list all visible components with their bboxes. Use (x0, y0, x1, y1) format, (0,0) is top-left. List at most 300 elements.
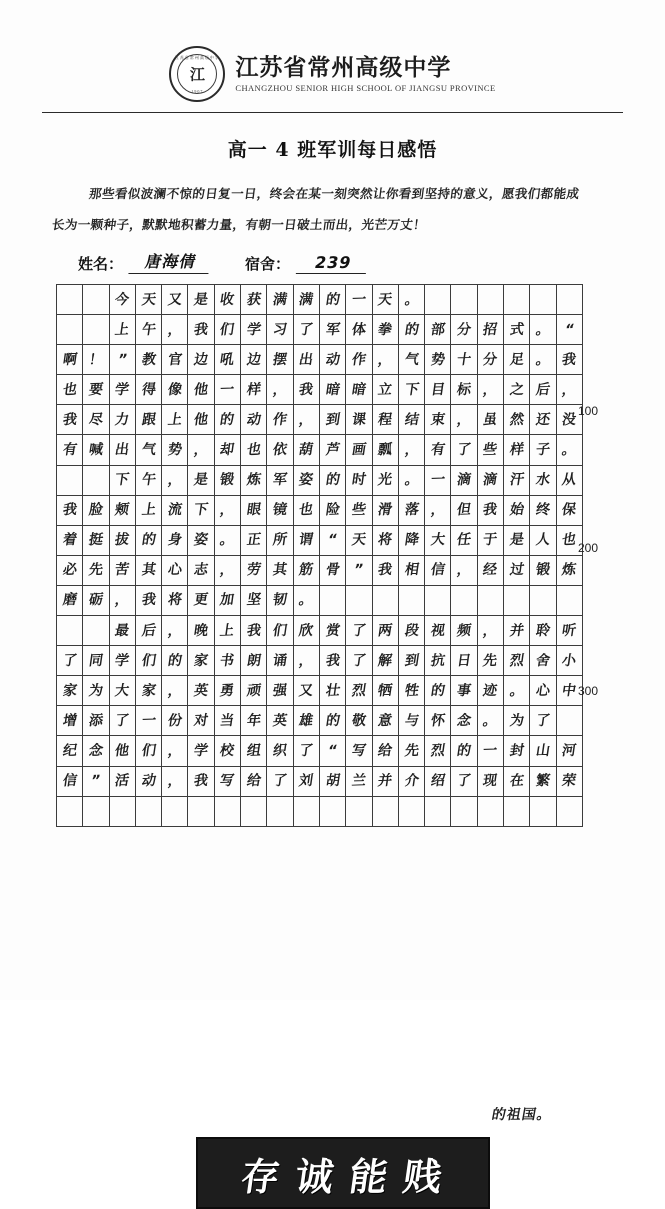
grid-cell[interactable] (556, 435, 582, 465)
grid-cell[interactable] (530, 766, 556, 796)
grid-cell[interactable] (83, 616, 109, 646)
grid-cell[interactable] (477, 465, 503, 495)
grid-cell[interactable] (57, 375, 83, 405)
grid-cell[interactable] (109, 345, 135, 375)
grid-cell[interactable] (214, 495, 240, 525)
grid-cell[interactable] (214, 405, 240, 435)
grid-cell[interactable] (346, 616, 372, 646)
grid-cell[interactable] (83, 315, 109, 345)
grid-cell[interactable] (83, 435, 109, 465)
grid-cell[interactable] (504, 375, 530, 405)
grid-cell[interactable] (451, 585, 477, 615)
grid-cell[interactable] (267, 495, 293, 525)
grid-cell[interactable] (109, 646, 135, 676)
grid-cell[interactable] (477, 495, 503, 525)
grid-cell[interactable] (477, 375, 503, 405)
grid-cell[interactable] (346, 525, 372, 555)
grid-cell[interactable] (319, 796, 345, 826)
grid-cell[interactable] (267, 706, 293, 736)
grid-cell[interactable] (267, 345, 293, 375)
grid-cell[interactable] (162, 585, 188, 615)
grid-cell[interactable] (83, 676, 109, 706)
grid-cell[interactable] (398, 676, 424, 706)
grid-cell[interactable] (83, 766, 109, 796)
grid-cell[interactable] (109, 616, 135, 646)
grid-cell[interactable] (425, 766, 451, 796)
grid-cell[interactable] (346, 405, 372, 435)
grid-cell[interactable] (83, 285, 109, 315)
grid-cell[interactable] (83, 646, 109, 676)
grid-cell[interactable] (109, 766, 135, 796)
grid-cell[interactable] (556, 706, 582, 736)
grid-cell[interactable] (398, 585, 424, 615)
grid-cell[interactable] (135, 646, 161, 676)
grid-cell[interactable] (109, 435, 135, 465)
grid-cell[interactable] (530, 285, 556, 315)
grid-cell[interactable] (162, 495, 188, 525)
grid-cell[interactable] (188, 766, 214, 796)
grid-cell[interactable] (109, 676, 135, 706)
grid-cell[interactable] (267, 315, 293, 345)
grid-cell[interactable] (267, 676, 293, 706)
grid-cell[interactable] (319, 766, 345, 796)
grid-cell[interactable] (319, 315, 345, 345)
grid-cell[interactable] (267, 555, 293, 585)
grid-cell[interactable] (57, 796, 83, 826)
grid-cell[interactable] (293, 285, 319, 315)
grid-cell[interactable] (214, 736, 240, 766)
grid-cell[interactable] (162, 465, 188, 495)
grid-cell[interactable] (504, 315, 530, 345)
grid-cell[interactable] (267, 525, 293, 555)
grid-cell[interactable] (109, 315, 135, 345)
grid-cell[interactable] (293, 465, 319, 495)
grid-cell[interactable] (214, 766, 240, 796)
grid-cell[interactable] (293, 435, 319, 465)
grid-cell[interactable] (293, 315, 319, 345)
grid-cell[interactable] (425, 405, 451, 435)
grid-cell[interactable] (83, 405, 109, 435)
grid-cell[interactable] (504, 495, 530, 525)
grid-cell[interactable] (109, 796, 135, 826)
grid-cell[interactable] (188, 676, 214, 706)
grid-cell[interactable] (504, 285, 530, 315)
grid-cell[interactable] (135, 736, 161, 766)
grid-cell[interactable] (556, 315, 582, 345)
grid-cell[interactable] (214, 706, 240, 736)
grid-cell[interactable] (477, 646, 503, 676)
grid-cell[interactable] (319, 555, 345, 585)
grid-cell[interactable] (241, 285, 267, 315)
grid-cell[interactable] (83, 736, 109, 766)
grid-cell[interactable] (135, 435, 161, 465)
grid-cell[interactable] (425, 616, 451, 646)
grid-cell[interactable] (346, 375, 372, 405)
grid-cell[interactable] (398, 766, 424, 796)
grid-cell[interactable] (556, 796, 582, 826)
grid-cell[interactable] (346, 285, 372, 315)
grid-cell[interactable] (214, 646, 240, 676)
grid-cell[interactable] (162, 435, 188, 465)
grid-cell[interactable] (135, 375, 161, 405)
grid-cell[interactable] (135, 706, 161, 736)
grid-cell[interactable] (477, 405, 503, 435)
grid-cell[interactable] (425, 585, 451, 615)
grid-cell[interactable] (530, 495, 556, 525)
grid-cell[interactable] (372, 315, 398, 345)
grid-cell[interactable] (530, 315, 556, 345)
grid-cell[interactable] (504, 646, 530, 676)
grid-cell[interactable] (188, 525, 214, 555)
grid-cell[interactable] (556, 465, 582, 495)
grid-cell[interactable] (267, 285, 293, 315)
grid-cell[interactable] (477, 676, 503, 706)
grid-cell[interactable] (556, 585, 582, 615)
grid-cell[interactable] (346, 555, 372, 585)
grid-cell[interactable] (109, 375, 135, 405)
grid-cell[interactable] (556, 616, 582, 646)
grid-cell[interactable] (109, 465, 135, 495)
grid-cell[interactable] (346, 706, 372, 736)
grid-cell[interactable] (319, 646, 345, 676)
grid-cell[interactable] (57, 465, 83, 495)
grid-cell[interactable] (188, 405, 214, 435)
grid-cell[interactable] (398, 616, 424, 646)
grid-cell[interactable] (188, 315, 214, 345)
grid-cell[interactable] (346, 585, 372, 615)
grid-cell[interactable] (214, 616, 240, 646)
grid-cell[interactable] (188, 375, 214, 405)
grid-cell[interactable] (504, 345, 530, 375)
grid-cell[interactable] (398, 646, 424, 676)
grid-cell[interactable] (425, 375, 451, 405)
grid-cell[interactable] (188, 736, 214, 766)
grid-cell[interactable] (477, 285, 503, 315)
grid-cell[interactable] (57, 585, 83, 615)
grid-cell[interactable] (372, 525, 398, 555)
grid-cell[interactable] (293, 345, 319, 375)
grid-cell[interactable] (241, 405, 267, 435)
grid-cell[interactable] (162, 646, 188, 676)
grid-cell[interactable] (214, 796, 240, 826)
grid-cell[interactable] (477, 435, 503, 465)
grid-cell[interactable] (162, 736, 188, 766)
grid-cell[interactable] (214, 375, 240, 405)
grid-cell[interactable] (241, 345, 267, 375)
grid-cell[interactable] (504, 405, 530, 435)
grid-cell[interactable] (241, 706, 267, 736)
grid-cell[interactable] (425, 495, 451, 525)
grid-cell[interactable] (398, 375, 424, 405)
grid-cell[interactable] (83, 525, 109, 555)
grid-cell[interactable] (346, 465, 372, 495)
grid-cell[interactable] (109, 585, 135, 615)
grid-cell[interactable] (556, 495, 582, 525)
grid-cell[interactable] (556, 766, 582, 796)
grid-cell[interactable] (214, 555, 240, 585)
grid-cell[interactable] (425, 345, 451, 375)
grid-cell[interactable] (346, 345, 372, 375)
grid-cell[interactable] (267, 796, 293, 826)
grid-cell[interactable] (398, 315, 424, 345)
grid-cell[interactable] (398, 525, 424, 555)
grid-cell[interactable] (267, 465, 293, 495)
name-field[interactable]: 唐海倩 (128, 249, 213, 274)
grid-cell[interactable] (214, 285, 240, 315)
grid-cell[interactable] (241, 766, 267, 796)
grid-cell[interactable] (57, 495, 83, 525)
grid-cell[interactable] (135, 766, 161, 796)
grid-cell[interactable] (57, 616, 83, 646)
grid-cell[interactable] (57, 555, 83, 585)
grid-cell[interactable] (241, 616, 267, 646)
grid-cell[interactable] (267, 616, 293, 646)
grid-cell[interactable] (530, 585, 556, 615)
grid-cell[interactable] (162, 315, 188, 345)
grid-cell[interactable] (57, 646, 83, 676)
grid-cell[interactable] (135, 465, 161, 495)
grid-cell[interactable] (135, 315, 161, 345)
grid-cell[interactable] (241, 646, 267, 676)
grid-cell[interactable] (109, 736, 135, 766)
grid-cell[interactable] (241, 315, 267, 345)
grid-cell[interactable] (293, 646, 319, 676)
grid-cell[interactable] (162, 555, 188, 585)
grid-cell[interactable] (504, 706, 530, 736)
grid-cell[interactable] (425, 706, 451, 736)
grid-cell[interactable] (293, 766, 319, 796)
grid-cell[interactable] (241, 435, 267, 465)
grid-cell[interactable] (162, 616, 188, 646)
grid-cell[interactable] (372, 555, 398, 585)
grid-cell[interactable] (398, 736, 424, 766)
grid-cell[interactable] (83, 465, 109, 495)
grid-cell[interactable] (83, 345, 109, 375)
grid-cell[interactable] (135, 555, 161, 585)
grid-cell[interactable] (109, 706, 135, 736)
grid-cell[interactable] (372, 285, 398, 315)
grid-cell[interactable] (477, 766, 503, 796)
grid-cell[interactable] (162, 766, 188, 796)
grid-cell[interactable] (398, 405, 424, 435)
grid-cell[interactable] (530, 435, 556, 465)
grid-cell[interactable] (267, 435, 293, 465)
grid-cell[interactable] (162, 525, 188, 555)
grid-cell[interactable] (109, 555, 135, 585)
grid-cell[interactable] (530, 555, 556, 585)
grid-cell[interactable] (425, 435, 451, 465)
grid-cell[interactable] (267, 375, 293, 405)
grid-cell[interactable] (267, 736, 293, 766)
grid-cell[interactable] (504, 465, 530, 495)
grid-cell[interactable] (188, 285, 214, 315)
grid-cell[interactable] (293, 495, 319, 525)
grid-cell[interactable] (293, 405, 319, 435)
grid-cell[interactable] (319, 525, 345, 555)
grid-cell[interactable] (57, 676, 83, 706)
grid-cell[interactable] (135, 616, 161, 646)
grid-cell[interactable] (241, 676, 267, 706)
grid-cell[interactable] (504, 616, 530, 646)
grid-cell[interactable] (451, 555, 477, 585)
grid-cell[interactable] (319, 736, 345, 766)
grid-cell[interactable] (425, 646, 451, 676)
grid-cell[interactable] (451, 435, 477, 465)
dorm-field[interactable]: 239 (296, 253, 370, 274)
grid-cell[interactable] (109, 405, 135, 435)
grid-cell[interactable] (451, 676, 477, 706)
grid-cell[interactable] (425, 796, 451, 826)
grid-cell[interactable] (293, 796, 319, 826)
grid-cell[interactable] (556, 285, 582, 315)
grid-cell[interactable] (188, 706, 214, 736)
grid-cell[interactable] (267, 766, 293, 796)
grid-cell[interactable] (530, 405, 556, 435)
grid-cell[interactable] (135, 495, 161, 525)
grid-cell[interactable] (346, 646, 372, 676)
grid-cell[interactable] (477, 555, 503, 585)
grid-cell[interactable] (504, 435, 530, 465)
grid-cell[interactable] (346, 736, 372, 766)
grid-cell[interactable] (319, 345, 345, 375)
grid-cell[interactable] (109, 285, 135, 315)
grid-cell[interactable] (372, 766, 398, 796)
grid-cell[interactable] (241, 736, 267, 766)
grid-cell[interactable] (372, 585, 398, 615)
grid-cell[interactable] (372, 736, 398, 766)
grid-cell[interactable] (398, 345, 424, 375)
grid-cell[interactable] (504, 766, 530, 796)
grid-cell[interactable] (451, 525, 477, 555)
grid-cell[interactable] (425, 676, 451, 706)
grid-cell[interactable] (477, 706, 503, 736)
grid-cell[interactable] (451, 465, 477, 495)
grid-cell[interactable] (188, 616, 214, 646)
grid-cell[interactable] (530, 345, 556, 375)
grid-cell[interactable] (57, 736, 83, 766)
grid-cell[interactable] (372, 465, 398, 495)
grid-cell[interactable] (372, 616, 398, 646)
grid-cell[interactable] (83, 495, 109, 525)
grid-cell[interactable] (477, 345, 503, 375)
grid-cell[interactable] (57, 285, 83, 315)
grid-cell[interactable] (293, 555, 319, 585)
grid-cell[interactable] (162, 405, 188, 435)
grid-cell[interactable] (162, 706, 188, 736)
grid-cell[interactable] (451, 766, 477, 796)
grid-cell[interactable] (530, 465, 556, 495)
grid-cell[interactable] (451, 285, 477, 315)
grid-cell[interactable] (319, 585, 345, 615)
grid-cell[interactable] (504, 736, 530, 766)
grid-cell[interactable] (451, 616, 477, 646)
grid-cell[interactable] (398, 435, 424, 465)
grid-cell[interactable] (241, 525, 267, 555)
grid-cell[interactable] (214, 465, 240, 495)
grid-cell[interactable] (162, 345, 188, 375)
grid-cell[interactable] (57, 706, 83, 736)
grid-cell[interactable] (293, 676, 319, 706)
grid-cell[interactable] (188, 465, 214, 495)
grid-cell[interactable] (398, 555, 424, 585)
grid-cell[interactable] (556, 375, 582, 405)
grid-cell[interactable] (293, 736, 319, 766)
grid-cell[interactable] (346, 495, 372, 525)
grid-cell[interactable] (451, 405, 477, 435)
grid-cell[interactable] (530, 525, 556, 555)
grid-cell[interactable] (135, 345, 161, 375)
grid-cell[interactable] (398, 706, 424, 736)
grid-cell[interactable] (451, 646, 477, 676)
grid-cell[interactable] (135, 796, 161, 826)
grid-cell[interactable] (477, 736, 503, 766)
grid-cell[interactable] (241, 465, 267, 495)
grid-cell[interactable] (556, 736, 582, 766)
grid-cell[interactable] (214, 435, 240, 465)
grid-cell[interactable] (241, 375, 267, 405)
grid-cell[interactable] (188, 796, 214, 826)
grid-cell[interactable] (162, 285, 188, 315)
grid-cell[interactable] (451, 345, 477, 375)
grid-cell[interactable] (214, 585, 240, 615)
grid-cell[interactable] (451, 736, 477, 766)
grid-cell[interactable] (188, 345, 214, 375)
grid-cell[interactable] (267, 585, 293, 615)
grid-cell[interactable] (346, 435, 372, 465)
grid-cell[interactable] (319, 285, 345, 315)
grid-cell[interactable] (319, 706, 345, 736)
grid-cell[interactable] (57, 315, 83, 345)
grid-cell[interactable] (451, 315, 477, 345)
grid-cell[interactable] (241, 585, 267, 615)
grid-cell[interactable] (162, 796, 188, 826)
grid-cell[interactable] (83, 796, 109, 826)
grid-cell[interactable] (135, 585, 161, 615)
grid-cell[interactable] (319, 616, 345, 646)
grid-cell[interactable] (83, 706, 109, 736)
grid-cell[interactable] (319, 435, 345, 465)
grid-cell[interactable] (398, 796, 424, 826)
grid-cell[interactable] (477, 585, 503, 615)
grid-cell[interactable] (293, 706, 319, 736)
grid-cell[interactable] (530, 646, 556, 676)
grid-cell[interactable] (451, 375, 477, 405)
grid-cell[interactable] (83, 555, 109, 585)
grid-cell[interactable] (504, 676, 530, 706)
grid-cell[interactable] (372, 646, 398, 676)
grid-cell[interactable] (346, 315, 372, 345)
grid-cell[interactable] (504, 555, 530, 585)
grid-cell[interactable] (109, 525, 135, 555)
grid-cell[interactable] (346, 676, 372, 706)
grid-cell[interactable] (214, 676, 240, 706)
grid-cell[interactable] (162, 676, 188, 706)
grid-cell[interactable] (556, 345, 582, 375)
grid-cell[interactable] (83, 585, 109, 615)
grid-cell[interactable] (188, 435, 214, 465)
grid-cell[interactable] (293, 375, 319, 405)
grid-cell[interactable] (372, 435, 398, 465)
grid-cell[interactable] (346, 796, 372, 826)
grid-cell[interactable] (57, 525, 83, 555)
grid-cell[interactable] (135, 285, 161, 315)
grid-cell[interactable] (530, 375, 556, 405)
grid-cell[interactable] (319, 465, 345, 495)
grid-cell[interactable] (319, 405, 345, 435)
grid-cell[interactable] (188, 585, 214, 615)
grid-cell[interactable] (109, 495, 135, 525)
grid-cell[interactable] (556, 555, 582, 585)
